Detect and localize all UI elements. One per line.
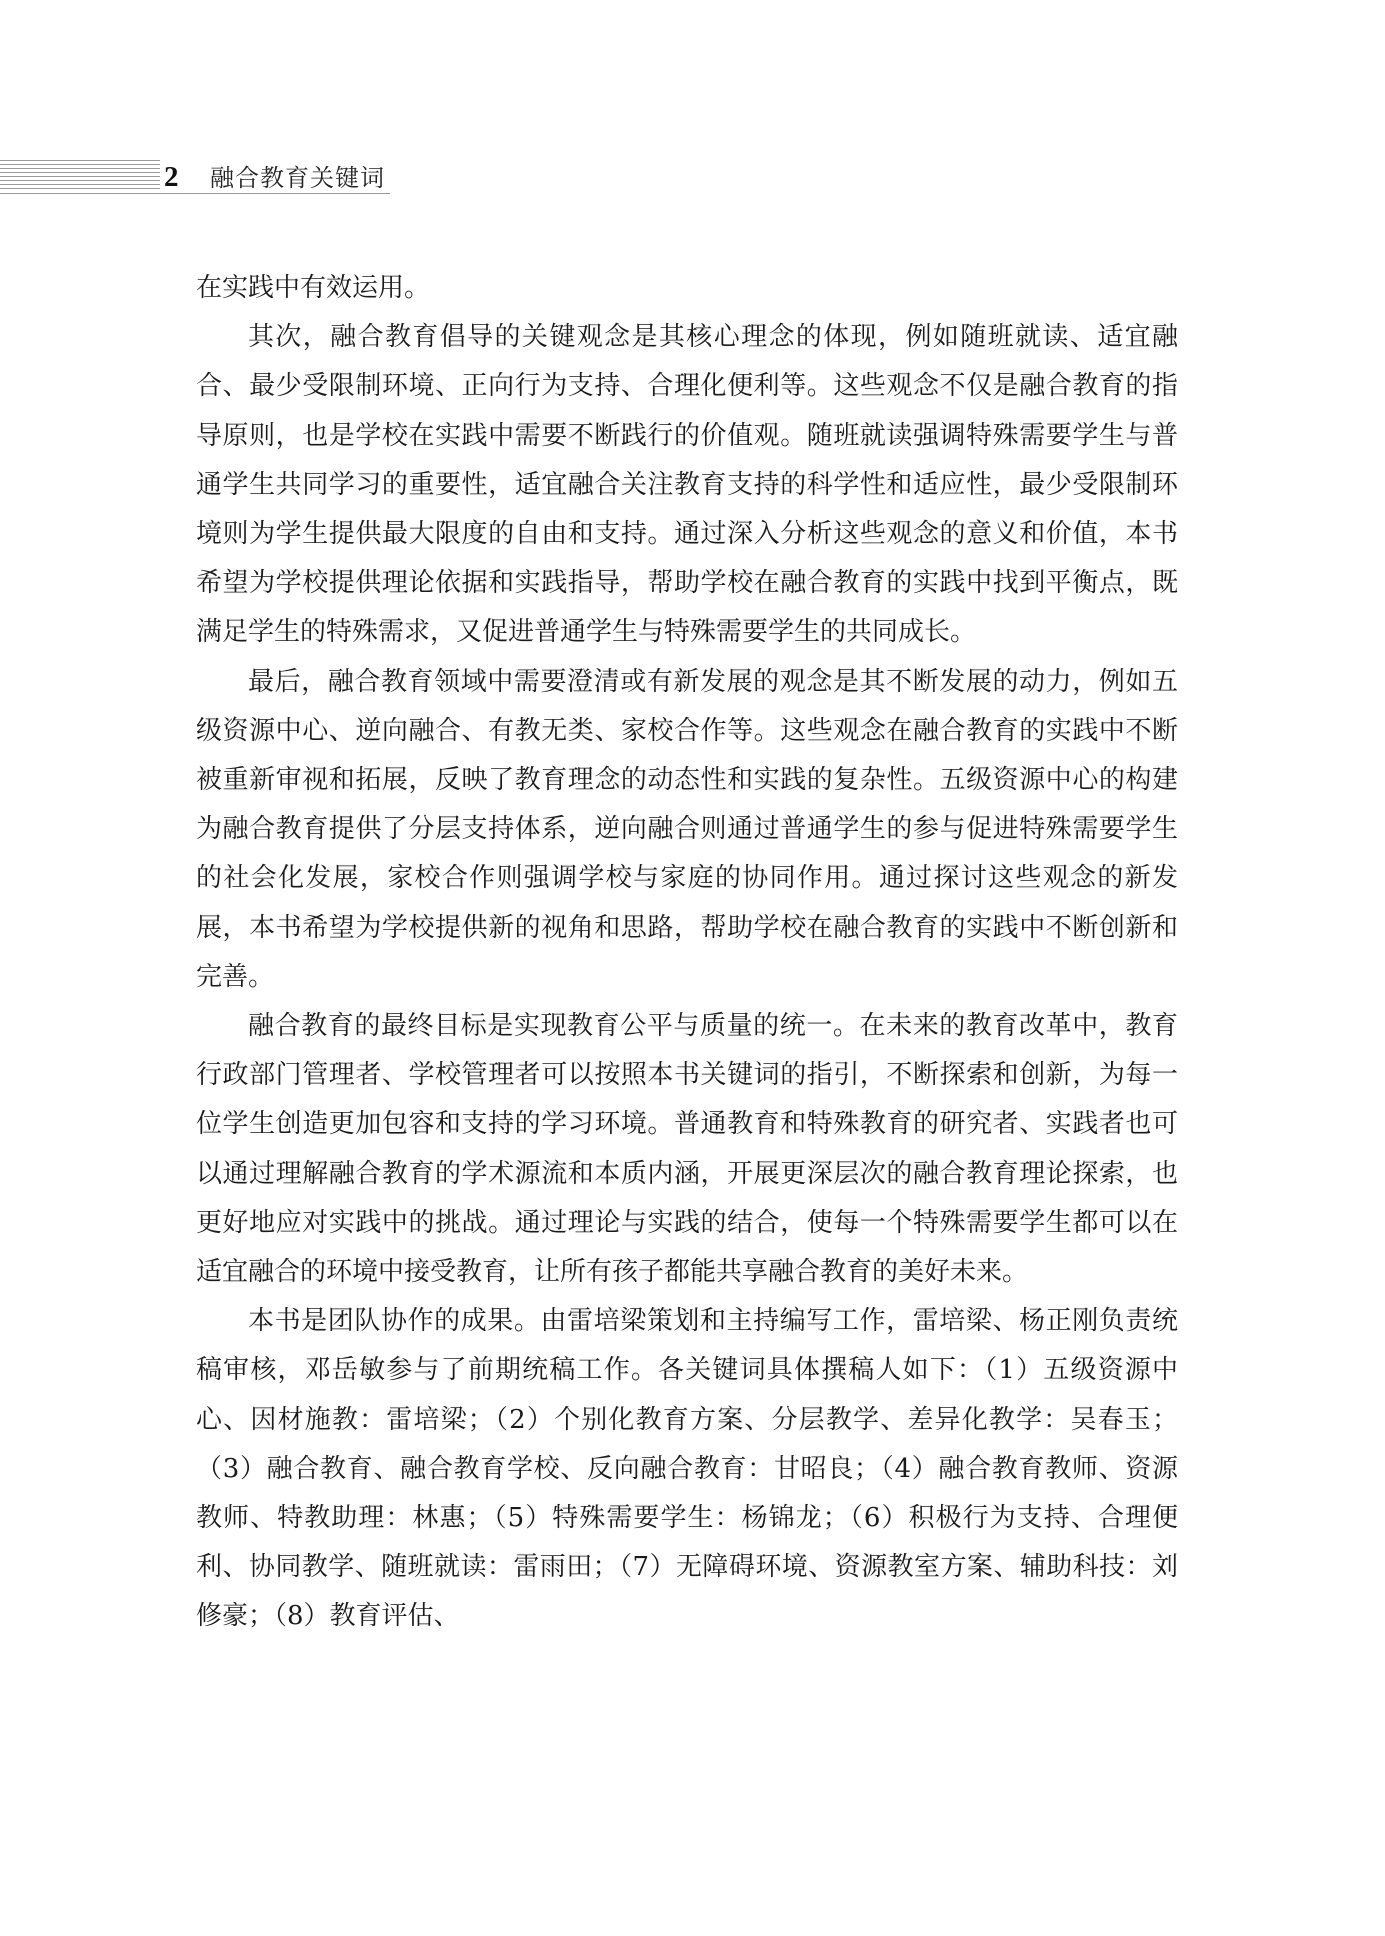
paragraph: 融合教育的最终目标是实现教育公平与质量的统一。在未来的教育改革中，教育行政部门管理者、学校管理者可以按照本书关键词的指引，不断探索和创新，为每一位学生创造更加包容和支持的学习环境。普通教育和特殊教育的研究者、实践者也可以通过理解融合教育的学术源流和本质内涵，开展更深层次的融合教育理论探索，也更好地应对实践中的挑战。通过理论与实践的结合，使每一个特殊需要学生都可以在适宜融合的环境中接受教育，让所有孩子都能共享融合教育的美好未来。	[196, 1011, 1178, 1288]
running-header	[0, 160, 1385, 200]
paragraph: 其次，融合教育倡导的关键观念是其核心理念的体现，例如随班就读、适宜融合、最少受限制环境、正向行为支持、合理化便利等。这些观念不仅是融合教育的指导原则，也是学校在实践中需要不断践行的价值观。随班就读强调特殊需要学生与普通学生共同学习的重要性，适宜融合关注教育支持的科学性和适应性，最少受限制环境则为学生提供最大限度的自由和支持。通过深入分析这些观念的意义和价值，本书希望为学校提供理论依据和实践指导，帮助学校在融合教育的实践中找到平衡点，既满足学生的特殊需求，又促进普通学生与特殊需要学生的共同成长。	[196, 322, 1178, 648]
page-number: 2	[164, 161, 179, 193]
header-underline	[160, 193, 390, 194]
running-title: 融合教育关键词	[210, 164, 385, 192]
paragraph: 本书是团队协作的成果。由雷培梁策划和主持编写工作，雷培梁、杨正刚负责统稿审核，邓岳敏参与了前期统稿工作。各关键词具体撰稿人如下：（1）五级资源中心、因材施教：雷培梁；（2）个别化教育方案、分层教学、差异化教学：吴春玉；（3）融合教育、融合教育学校、反向融合教育：甘昭良；（4）融合教育教师、资源教师、特教助理：林惠；（5）特殊需要学生：杨锦龙；（6）积极行为支持、合理便利、协同教学、随班就读：雷雨田；（7）无障碍环境、资源教室方案、辅助科技：刘修豪；（8）教育评估、	[196, 1306, 1178, 1632]
paragraph: 最后，融合教育领域中需要澄清或有新发展的观念是其不断发展的动力，例如五级资源中心、逆向融合、有教无类、家校合作等。这些观念在融合教育的实践中不断被重新审视和拓展，反映了教育理念的动态性和实践的复杂性。五级资源中心的构建为融合教育提供了分层支持体系，逆向融合则通过普通学生的参与促进特殊需要学生的社会化发展，家校合作则强调学校与家庭的协同作用。通过探讨这些观念的新发展，本书希望为学校提供新的视角和思路，帮助学校在融合教育的实践中不断创新和完善。	[196, 666, 1178, 992]
body-text	[196, 264, 1178, 1642]
header-rule-lines	[0, 160, 160, 194]
paragraph-continued: 在实践中有效运用。	[196, 273, 431, 303]
